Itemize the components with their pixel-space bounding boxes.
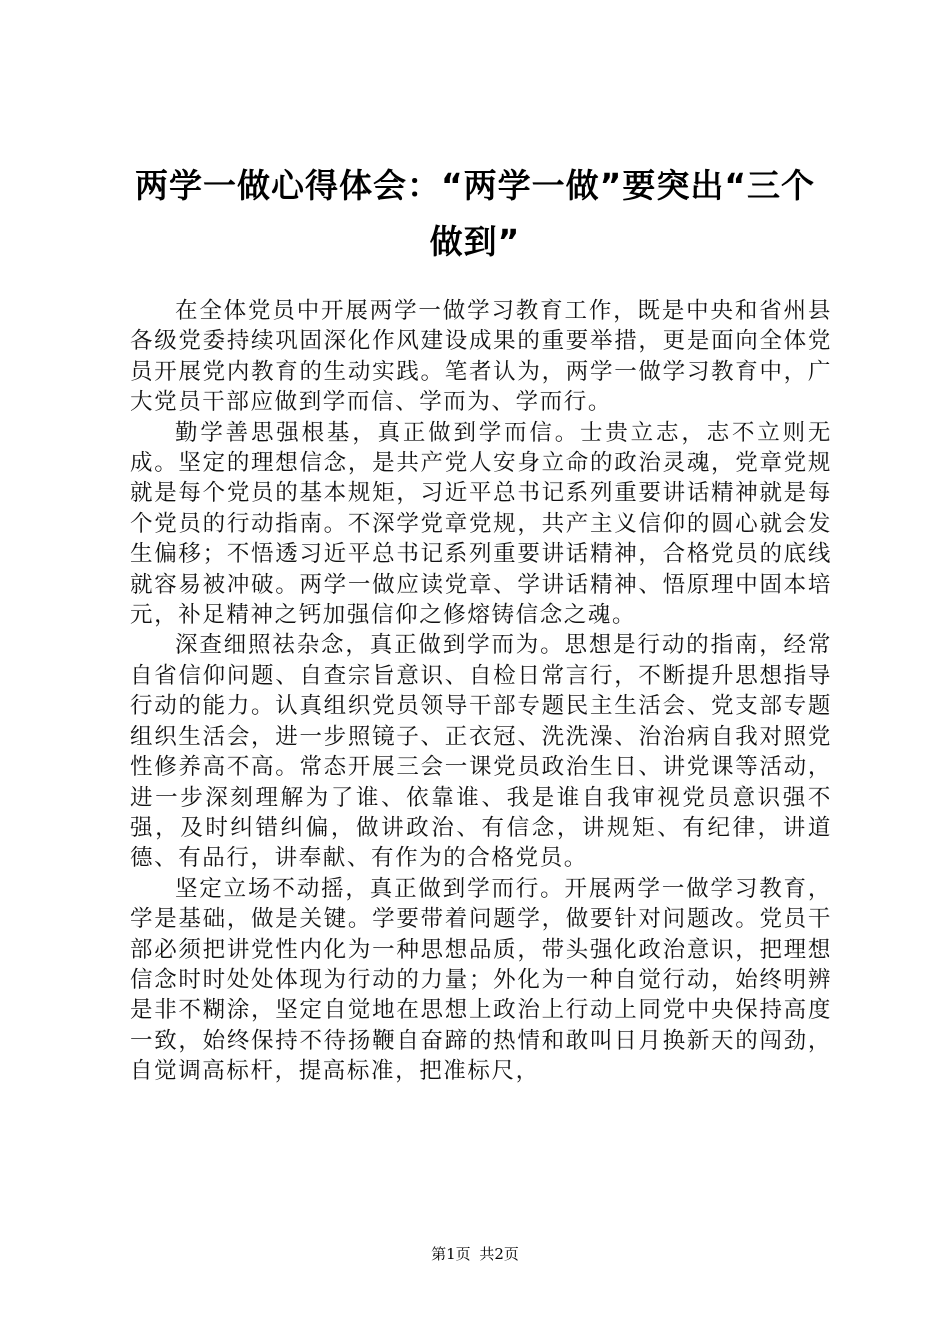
document-body (130, 296, 832, 1087)
paragraph-study-believe: 勤学善思强根基，真正做到学而信。士贵立志，志不立则无成。坚定的理想信念，是共产党人安身立命的政治灵魂，党章党规就是每个党员的基本规矩，习近平总书记系列重要讲话精神就是每个党员的行动指南。不深学党章党规，共产主义信仰的圆心就会发生偏移；不悟透习近平总书记系列重要讲话精神，合格党员的底线就容易被冲破。两学一做应读党章、学讲话精神、悟原理中固本培元，补足精神之钙加强信仰之修熔铸信念之魂。 (130, 419, 832, 629)
page-total: 共2页 (479, 1245, 519, 1263)
page-footer (0, 1244, 950, 1264)
page-number: 第1页 (431, 1245, 471, 1263)
document-title: 两学一做心得体会：“两学一做”要突出“三个做到” (134, 166, 816, 261)
paragraph-study-practice: 坚定立场不动摇，真正做到学而行。开展两学一做学习教育，学是基础，做是关键。学要带着问题学，做要针对问题改。党员干部必须把讲党性内化为一种思想品质，带头强化政治意识，把理想信念时时处处体现为行动的力量；外化为一种自觉行动，始终明辨是非不糊涂，坚定自觉地在思想上政治上行动上同党中央保持高度一致，始终保持不待扬鞭自奋蹄的热情和敢叫日月换新天的闯劲，自觉调高标杆，提高标准，把准标尺， (130, 875, 832, 1085)
paragraph-study-act: 深查细照祛杂念，真正做到学而为。思想是行动的指南，经常自省信仰问题、自查宗旨意识、自检日常言行，不断提升思想指导行动的能力。认真组织党员领导干部专题民主生活会、党支部专题组织生活会，进一步照镜子、正衣冠、洗洗澡、治治病自我对照党性修养高不高。常态开展三会一课党员政治生日、讲党课等活动，进一步深刻理解为了谁、依靠谁、我是谁自我审视党员意识强不强，及时纠错纠偏，做讲政治、有信念，讲规矩、有纪律，讲道德、有品行，讲奉献、有作为的合格党员。 (130, 632, 832, 872)
paragraph-intro: 在全体党员中开展两学一做学习教育工作，既是中央和省州县各级党委持续巩固深化作风建设成果的重要举措，更是面向全体党员开展党内教育的生动实践。笔者认为，两学一做学习教育中，广大党员干部应做到学而信、学而为、学而行。 (130, 298, 832, 416)
